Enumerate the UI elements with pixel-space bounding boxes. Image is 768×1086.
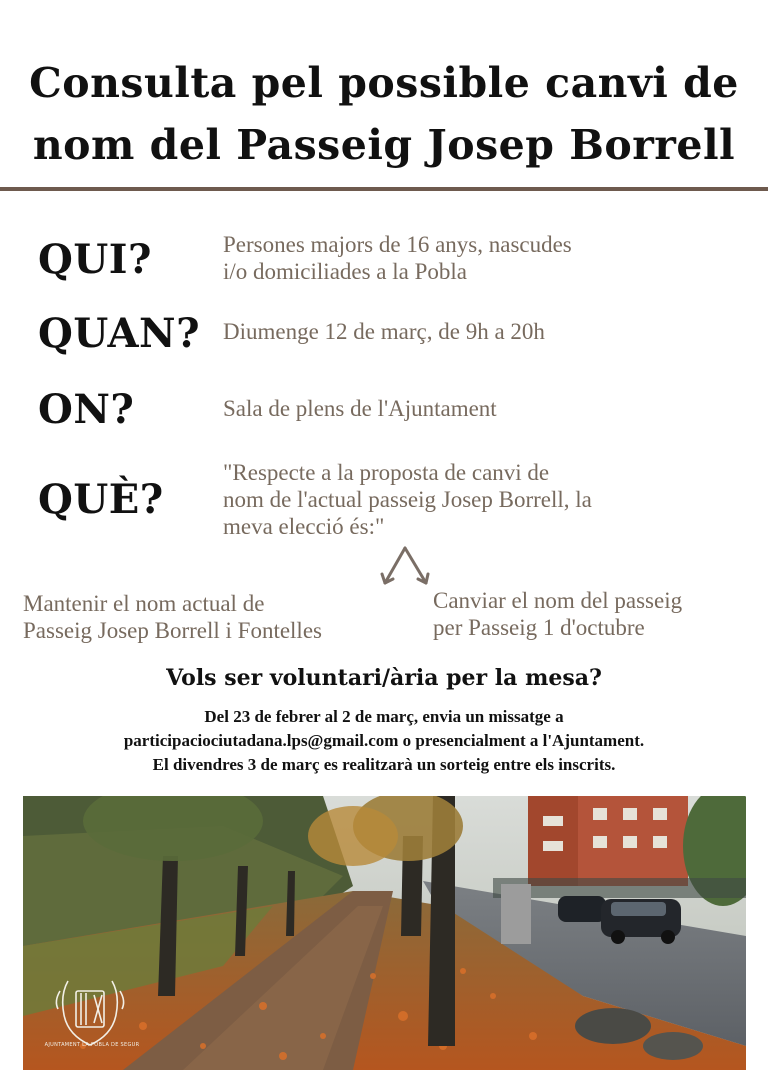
- title-line-1: Consulta pel possible canvi de: [29, 59, 739, 107]
- option-keep-name: [23, 590, 322, 644]
- volunteer-line-2: participaciociutadana.lps@gmail.com o presencialment a l'Ajuntament.: [123, 731, 645, 750]
- option-change-line-2: per Passeig 1 d'octubre: [433, 615, 645, 640]
- answer-qui: [223, 231, 572, 285]
- answer-quan: [223, 318, 545, 345]
- option-change-line-1: Canviar el nom del passeig: [433, 588, 683, 613]
- town-hall-logo-icon: [50, 975, 130, 1051]
- question-label-que: QUÈ?: [38, 476, 164, 523]
- promenade-photo: [23, 796, 746, 1070]
- answer-que-line-1: "Respecte a la proposta de canvi de: [223, 460, 550, 485]
- question-label-on: ON?: [38, 386, 135, 433]
- answer-qui-line-1: Persones majors de 16 anys, nascudes: [223, 232, 572, 257]
- option-change-name: [433, 587, 682, 641]
- option-keep-line-2: Passeig Josep Borrell i Fontelles: [23, 618, 322, 643]
- answer-on: [223, 395, 497, 422]
- answer-qui-line-2: i/o domiciliades a la Pobla: [223, 259, 468, 284]
- title-divider: [0, 187, 768, 191]
- title-line-2: nom del Passeig Josep Borrell: [32, 121, 736, 169]
- answer-que: [223, 459, 592, 540]
- volunteer-line-1: Del 23 de febrer al 2 de març, envia un missatge a: [204, 707, 564, 726]
- logo-caption: AJUNTAMENT LA POBLA DE SEGUR: [44, 1042, 140, 1048]
- answer-quan-line-1: Diumenge 12 de març, de 9h a 20h: [223, 319, 545, 344]
- volunteer-line-3: El divendres 3 de març es realitzarà un sorteig entre els inscrits.: [152, 755, 616, 774]
- answer-que-line-3: meva elecció és:": [223, 514, 385, 539]
- volunteer-heading: Vols ser voluntari/ària per la mesa?: [166, 665, 602, 691]
- answer-que-line-2: nom de l'actual passeig Josep Borrell, la: [223, 487, 592, 512]
- volunteer-info: [0, 705, 768, 777]
- fork-arrow-icon: [375, 545, 435, 587]
- question-label-qui: QUI?: [38, 236, 152, 283]
- page-title: [0, 52, 768, 176]
- answer-on-line-1: Sala de plens de l'Ajuntament: [223, 396, 497, 421]
- option-keep-line-1: Mantenir el nom actual de: [23, 591, 265, 616]
- question-label-quan: QUAN?: [38, 310, 201, 357]
